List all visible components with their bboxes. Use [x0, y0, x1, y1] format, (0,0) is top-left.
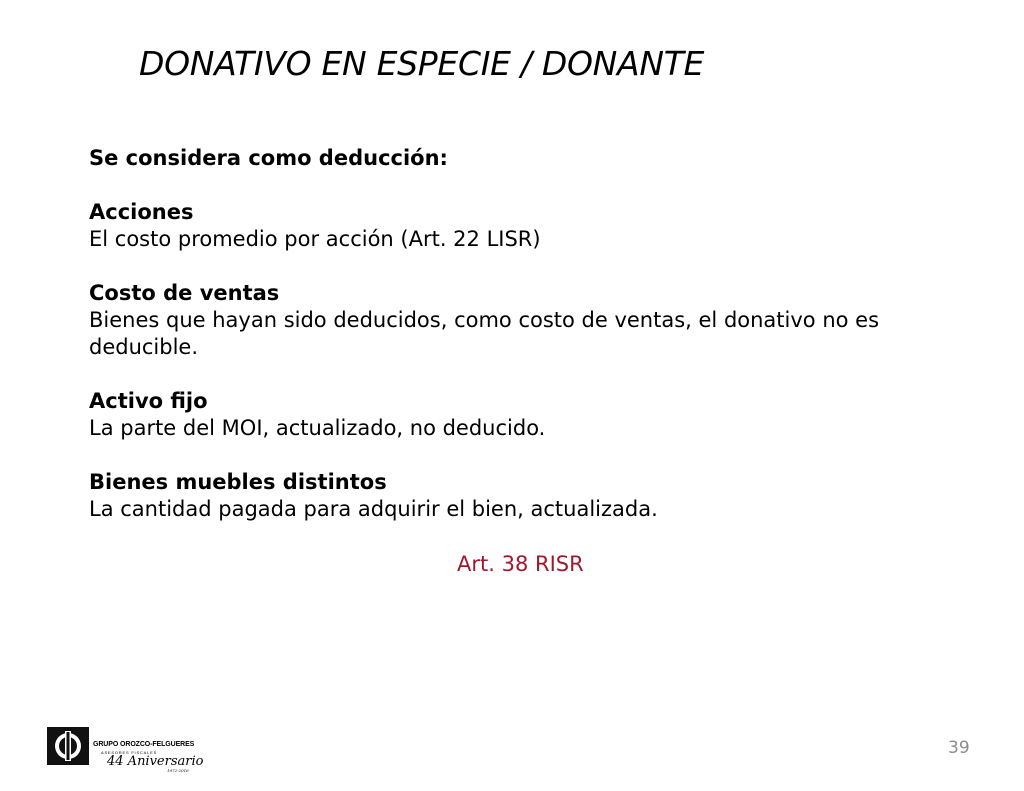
section-heading-acciones: Acciones	[89, 200, 194, 224]
section-heading-costo-de-ventas: Costo de ventas	[89, 281, 280, 305]
legal-reference: Art. 38 RISR	[457, 552, 584, 576]
section-heading-bienes-muebles: Bienes muebles distintos	[89, 470, 387, 494]
spacer	[89, 172, 974, 199]
spacer	[89, 442, 974, 469]
section-text-bienes-muebles: La cantidad pagada para adquirir el bien, actualizada.	[89, 497, 658, 521]
slide-body	[89, 145, 974, 523]
section-text-activo-fijo: La parte del MOI, actualizado, no deducido.	[89, 416, 546, 440]
page-number: 39	[948, 738, 970, 758]
section-heading-activo-fijo: Activo fijo	[89, 389, 208, 413]
spacer	[89, 361, 974, 388]
logo-years: 1972-2016	[167, 768, 189, 773]
section-text-costo-de-ventas: Bienes que hayan sido deducidos, como costo de ventas, el donativo no es deducible.	[89, 308, 880, 359]
section-text-acciones: El costo promedio por acción (Art. 22 LISR)	[89, 227, 541, 251]
logo-subtitle: ASESORES FISCALES	[101, 750, 158, 755]
logo-anniversary: 44 Aniversario	[107, 754, 204, 769]
spacer	[89, 253, 974, 280]
phi-logo-icon	[47, 727, 89, 765]
slide-title: DONATIVO EN ESPECIE / DONANTE	[139, 44, 705, 83]
company-logo	[47, 724, 207, 776]
logo-company-name: GRUPO OROZCO-FELGUERES	[93, 741, 195, 748]
intro-heading: Se considera como deducción:	[89, 146, 448, 170]
